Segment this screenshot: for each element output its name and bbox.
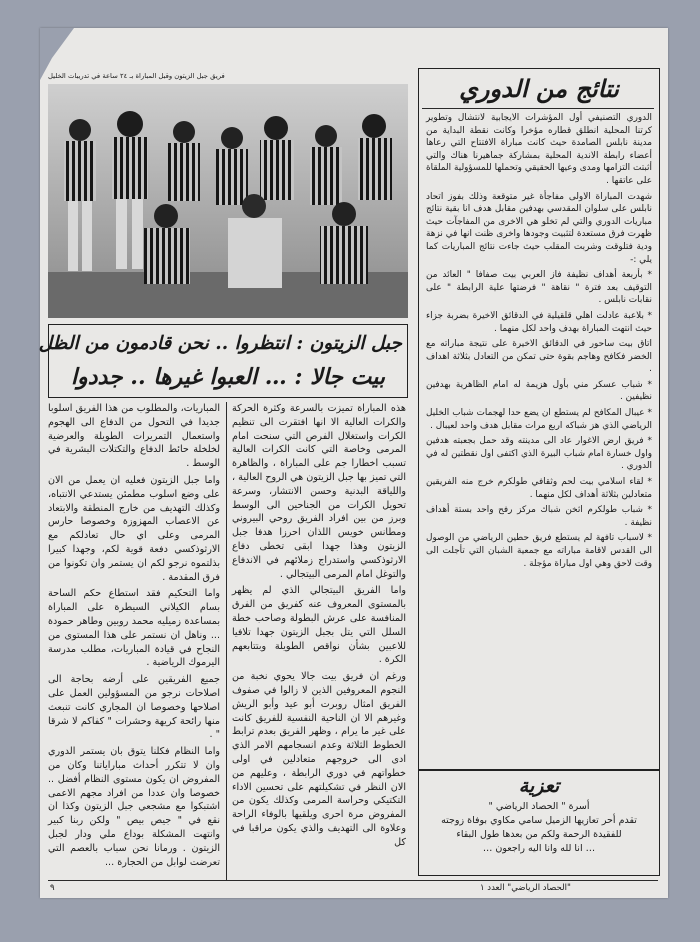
- sidebar-paragraph: * شباب طولكرم اثخن شباك مركز رفح واحد بستة أهداف نظيفة .: [426, 505, 652, 528]
- article-column-right: [232, 402, 406, 853]
- sidebar-paragraph: الدوري التصنيفي أول المؤشرات الايجابية لانتشال وتطوير كرتنا المحلية انطلق قطاره مؤخرا وكانت نقطة البداية من مدينة نابلس الصامدة حيث كانت مباراة الافتتاح التي رعاها أعضاء رابطة الاندية المحلية بمشاركة جماهيرنا هناك والتي أثبتت التزامها ومدى وعيها الحقيقي وتحملها للمسؤولية الملقاة على عاتقها .: [426, 113, 652, 186]
- sidebar-paragraph: * شباب عسكر مني بأول هزيمة له امام الظاهرية بهدفين نظيفين .: [426, 379, 652, 403]
- sidebar-paragraph: شهدت المباراة الاولى مفاجأة غير متوقعة وذلك بفوز اتحاد نابلس على سلوان المقدسي بهدفين مقابل هدف انا بقية نتائج مباريات الدوري والتي لم تخلو هي الاخرى من المفاجآت حيث ظهرت فرق مستعدة لتثبيت وجودها واخرى ظنت انها في نزهة ودية فتلوقت وشربت المقلب حيث جاءت نتائج المباريات كما يلي :-: [426, 191, 652, 265]
- article-paragraph: المباريات، والمطلوب من هذا الفريق اسلوبا جديدا في التحول من الدفاع الى الهجوم واستعمال التمريرات الطويلة والعرضية لخلخلة حائط الدفاع والتكتلات البشرية في الوسط .: [48, 403, 220, 470]
- sidebar-paragraph: * لاسباب تافهة لم يستطع فريق حطين الرياضي من الوصول الى القدس لاقامة مباراته مع جمعية الشبان التي تأجلت الى وقت لاحق وهي اول مباراة مؤجلة .: [426, 533, 652, 569]
- sidebar-paragraph: * فريق ارض الاغوار عاد الى مدينته وقد حمل بجعبته هدفين واول خسارة امام شباب البيرة الذي اكتفى اول نقطتين له في الدوري .: [426, 436, 652, 472]
- sidebar-paragraph: * عيبال المكافح لم يستطع ان يضع حدا لهجمات شباب الخليل الرياضي الذي هز شباكه اربع مرات مقابل هدف واحد لعيبال .: [426, 408, 652, 431]
- newspaper-page: [40, 28, 668, 898]
- condolence-title: تعزية: [518, 775, 560, 797]
- sidebar-paragraph: * لقاء اسلامي بيت لحم وثقافي طولكرم خرج منه الفريقين متعادلين بثلاثة أهداف لكل منهما .: [426, 477, 652, 500]
- article-paragraph: ورغم ان فريق بيت جالا يحوي نخبة من النجوم المعروفين الذين لا زالوا في صفوف الفريق امثال روبرت أبو عيد وأبو الريش وغيرهم الا ان الناحية النفسية للفريق كانت على غير ما يرام ، وظهر الفريق بعدم ترابط الخطوط الثلاثة وعدم انسجامهم الامر الذي ادى الى خروجهم متعادلين في اولى خطواتهم في دوري الرابطة ، وعليهم من الان النظر في تشكيلتهم على تحسين الاداء التكتيكي وحراسة المرمى وكذلك يكون من المفروض مرة احرى ويلقيها بالوفاء الراحة وعلاوة الى التهديف والذي يكون مراقبا في كل: [232, 671, 406, 848]
- article-paragraph: واما الفريق البيتجالي الذي لم يظهر بالمستوى المعروف عنه كفريق من الفرق المنافسة على عرش البطولة وصاحب خطة السلل التي يتل بجبل الزيتون جهدا تلافيا للاعبين بشأن نواقص الطويلة وبتتابعهم الكرة .: [232, 585, 406, 666]
- article-paragraph: واما التحكيم فقد استطاع حكم الساحة بسام الكيلاني السيطرة على المباراة بمساعدة زميليه محمد روبين وطاهر حمودة ... وناهل ان نستمر على هذا المستوى من النجاح في قيادة المباريات، مطلب مدرسة اليرموك الرياضية .: [48, 588, 220, 669]
- team-photo-illustration: [48, 84, 408, 318]
- article-paragraph: جميع الفريقين على أرضه بحاجة الى اصلاحات نرجو من المسؤولين العمل على اصلاحها وخصوصا ان المجاري كانت تنبعث منها رائحة كريهة وحشرات " كفاكم لا شرقا " .: [48, 674, 220, 741]
- article-paragraph: واما النظام فكلنا يتوق بان يستمر الدوري وان لا تتكرر أحداث مباراياتنا وكان من المفروض ان يكون مستوى النظام أفضل .. خصوصا وان عددا من افراد مجهم الاعمى اشتبكوا مع مشجعي جبل الزيتون وكذا ان نقع في " جيص بيص " ولكن ربنا كبير وانتهت المشكلة بوداع ملي ودار لجبل الزيتون . ورمانا نحن سباب بالعصم التي تعرضت لوابل من الحجارة ...: [48, 746, 220, 868]
- article-paragraph: واما جبل الزيتون فعليه ان يعمل من الان على وضع اسلوب مطمئن يستدعي الانتباه، وكذلك التهديف من خارج المنطقة والابتعاد عن الاعصاب المهزوزة وخصوصا حارس المرمى وعلى اي حال تعادلكم مع الارثوذكسي دفعة قوية لكم، وجهدا كبيرا بذلتموه نرجو لكم ان يستمر وان تكونوا من فرق المقدمة .: [48, 474, 220, 583]
- sidebar-title-divider: [422, 108, 654, 109]
- headline-line-1: جبل الزيتون : انتظروا .. نحن قادمون من الظل: [38, 333, 402, 354]
- headline-line-2: بيت جالا : … العبوا غيرها .. جددوا: [70, 364, 386, 390]
- team-photo: [48, 84, 408, 318]
- condolence-line: تقدم أحر تعازيها الزميل سامي مكاوي بوفاة زوجته: [441, 815, 637, 826]
- article-paragraph: هذه المباراة تميزت بالسرعة وكثرة الحركة والكرات العالية الا انها افتقرت الى تنظيم الكرات واستغلال الفرص التي سنحت امام المرمى وخاصة التي كانت الكرات العالية تسبب اخطارا جم على المباراة ، والظاهرة التي تميز بها جبل الزيتون هي الروح العالية ، واللياقة البدنية وحسن الانتشار، وسرعة تحويل الكرات من الجناحين الى الوسط وبرز من بين افراد الفريق روحي البيروني ومطانس خويس اللذان احرزا هدفا جبل الزيتون وهذا جهدا ابقى تخطى دفاع الارثوذكسي واستدراج زملائهم في الاندفاع والتوغل امام المرمى البيتجالي .: [232, 403, 406, 580]
- photo-caption: فريق جبل الزيتون وقبل المباراة بـ ٢٤ ساعة في تدريبات الخليل: [48, 72, 225, 80]
- condolence-line: للفقيدة الرحمة ولكم من بعدها طول البقاء: [456, 829, 622, 840]
- sidebar-paragraph: اتاق بيت ساحور في الدقائق الاخيرة على نتيجة مباراته مع الخضر فكافح وهاجم بقوة حتى تمكن من التعادل بثلاثة اهداف .: [426, 339, 652, 375]
- column-divider: [226, 402, 227, 880]
- sidebar-paragraph: * بلاعبة عادلت اهلي قلقيلية في الدقائق الاخيرة بضربة جزاء حيث انتهت المباراة بهدف واحد لكل منهما .: [426, 310, 652, 334]
- publication-footer: "الحصاد الرياضي" العدد ١: [480, 883, 571, 893]
- results-sidebar-title: نتائج من الدوري: [459, 74, 619, 103]
- article-column-left: [48, 402, 220, 872]
- condolence-line: … انا لله وانا اليه راجعون …: [482, 843, 596, 854]
- page-number: ٩: [50, 883, 55, 893]
- condolence-line: أسرة " الحصاد الرياضي ": [488, 801, 590, 812]
- condolence-body: [428, 800, 650, 856]
- results-sidebar-body: [426, 112, 652, 573]
- sidebar-paragraph: * بأربعة أهداف نظيفة فاز العربي بيت صفافا " العائد من التوقيف بعد فترة " نقاهة " فرضتها علية الرابطة " على نقابات نابلس .: [426, 270, 652, 306]
- footer-rule: [48, 880, 658, 881]
